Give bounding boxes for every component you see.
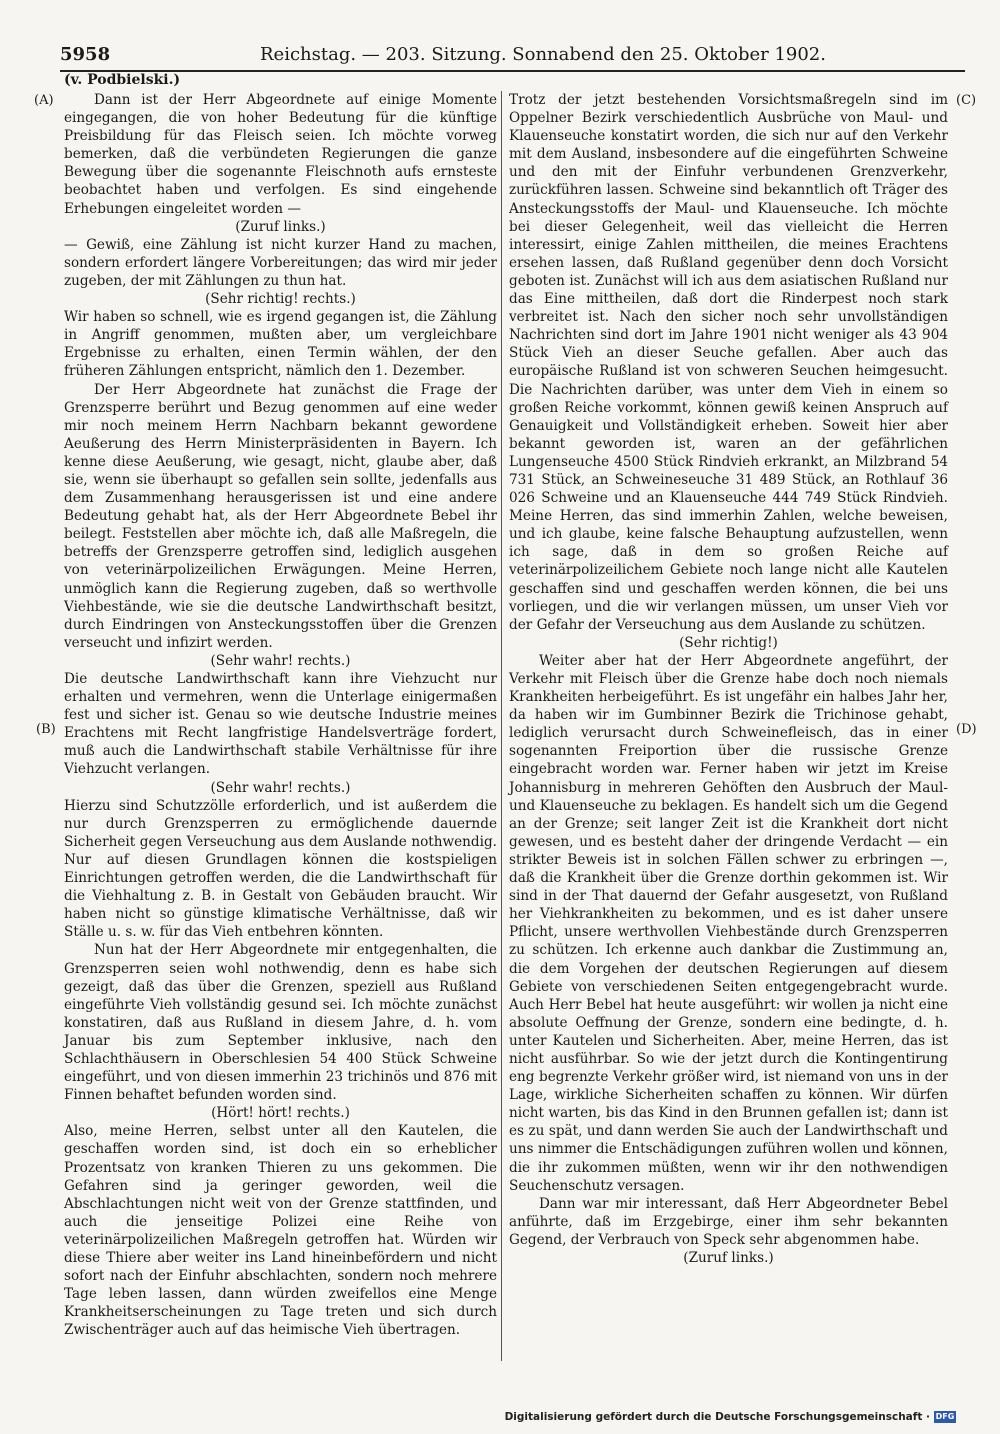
interjection: (Zuruf links.): [235, 218, 326, 235]
paragraph: Hierzu sind Schutzzölle erforderlich, und ist außerdem die nur durch Grenzsperren zu ermöglichende dauernde Sicherheit gegen Verseuchung aus dem Auslande nothwendig. Nur auf diesen Grundlagen können die kostspieligen Einrichtungen getroffen werden, die die Landwirthschaft für die Viehhaltung z. B. in Gestalt von Gebäuden braucht. Wir haben nicht so günstige klimatische Verhältnisse, daß wir Ställe u. s. w. für das Vieh entbehren könnten.: [64, 797, 497, 941]
interjection: (Hört! hört! rechts.): [211, 1105, 350, 1122]
column-divider: [501, 91, 502, 1361]
page-number: 5958: [60, 44, 111, 65]
page-header: [60, 40, 965, 72]
paragraph: Also, meine Herren, selbst unter all den Kautelen, die geschaffen worden sind, ist doch ein so erheblicher Prozentsatz von kranken Thieren zu uns gekommen. Die Gefahren sind ja geringer geworden, weil die Abschlachtungen nicht weit von der Grenze stattfinden, und auch die jenseitige Polizei eine Reihe von veterinärpolizeilichen Maßregeln getroffen hat. Würden wir diese Thiere aber weiter ins Land hineinbefördern und nicht sofort nach der Einfuhr abschlachten, sondern noch mehrere Tage leben lassen, dann würden zweifellos eine Menge Krankheitserscheinungen zu Tage treten und sich durch Zwischenträger auch auf das heimische Vieh übertragen.: [64, 1123, 497, 1339]
interjection: (Sehr richtig!): [679, 634, 778, 651]
dfg-logo: DFG: [935, 1412, 955, 1421]
margin-mark-a: (A): [34, 93, 54, 108]
paragraph: Die deutsche Landwirthschaft kann ihre Viehzucht nur erhalten und vermehren, wenn die Unterlage einigermaßen fest und sicher ist. Genau so wie deutsche Industrie meines Erachtens mit Recht langfristige Handelsverträge fordert, muß auch die Landwirthschaft stabile Verhältnisse für ihre Viehzucht verlangen.: [64, 671, 497, 778]
paragraph: Dann war mir interessant, daß Herr Abgeordneter Bebel anführte, daß im Erzgebirge, einer ihm sehr bekannten Gegend, der Verbrauch von Speck sehr abgenommen habe.: [509, 1195, 948, 1248]
footer-credit: [505, 1411, 956, 1423]
paragraph: Weiter aber hat der Herr Abgeordnete angeführt, der Verkehr mit Fleisch über die Grenze habe doch noch niemals Krankheiten herbeigeführt. Es ist ungefähr ein halbes Jahr her, da haben wir im Gumbinner Bezirk die Trichinose gehabt, lediglich verursacht durch Schweinefleisch, das in einer sogenannten Freiportion über die russische Grenze eingebracht worden war. Ferner haben wir jetzt im Kreise Johannisburg in mehreren Gehöften den Ausbruch der Maul- und Klauenseuche zu beklagen. Es handelt sich um die Gegend an der Grenze; seit langer Zeit ist die Krankheit dort nicht gewesen, und es besteht daher der dringende Verdacht — ein strikter Beweis ist in solchen Fällen schwer zu erbringen —, daß die Krankheit über die Grenze dorthin gekommen ist. Wir sind in der That dauernd der Gefahr ausgesetzt, von Rußland her Viehkrankheiten zu bekommen, und es ist daher unsere Pflicht, unsere werthvollen Viehbestände durch Grenzsperren zu schützen. Ich erkenne auch dankbar die Zustimmung an, die dem Vorgehen der deutschen Regierungen auf diesem Gebiete von verschiedenen Seiten entgegengebracht wurde. Auch Herr Bebel hat heute ausgeführt: wir wollen ja nicht eine absolute Oeffnung der Grenze, sondern eine bedingte, d. h. unter Kautelen und Sicherheiten. Aber, meine Herren, das ist nicht ausführbar. So wie der jetzt durch die Kontingentirung eng begrenzte Verkehr größer wird, ist niemand von uns in der Lage, wirkliche Sicherheiten schaffen zu können. Wir dürfen nicht warten, bis das Kind in den Brunnen gefallen ist; dann ist es zu spät, und dann werden Sie auch der Landwirthschaft und uns nimmer die Entschädigungen zuführen wollen und können, die ihr zukommen müßten, wenn wir ihr den nothwendigen Seuchenschutz versagen.: [509, 652, 948, 1194]
running-title: Reichstag. — 203. Sitzung. Sonnabend den 25. Oktober 1902.: [260, 44, 826, 65]
paragraph: Der Herr Abgeordnete hat zunächst die Frage der Grenzsperre berührt und Bezug genommen auf eine weder mir noch meinem Herrn Nachbarn bekannt gewordene Aeußerung des Herrn Ministerpräsidenten in Bayern. Ich kenne diese Aeußerung, wie gesagt, nicht, glaube aber, daß sie, wenn sie überhaupt so gefallen sein sollte, jedenfalls aus dem Zusammenhang herausgerissen ist und eine andere Bedeutung gehabt hat, als der Herr Abgeordnete Bebel ihr beilegt. Feststellen aber möchte ich, daß alle Maßregeln, die betreffs der Grenzsperre getroffen sind, lediglich ausgehen von veterinärpolizeilichen Erwägungen. Meine Herren, unmöglich kann die Regierung zugeben, daß so werthvolle Viehbestände, wie sie die deutsche Landwirthschaft besitzt, durch Eindringen von Ansteckungsstoffen über die Grenzen verseucht und infizirt werden.: [64, 381, 497, 651]
paragraph: — Gewiß, eine Zählung ist nicht kurzer Hand zu machen, sondern erfordert längere Vorbereitungen; das wird mir jeder zugeben, der mit Zählungen zu thun hat.: [64, 236, 497, 289]
interjection: (Sehr wahr! rechts.): [210, 652, 351, 669]
footer-credit-text: Digitalisierung gefördert durch die Deutsche Forschungsgemeinschaft ·: [504, 1411, 930, 1423]
paragraph: Trotz der jetzt bestehenden Vorsichtsmaßregeln sind im Oppelner Bezirk verschiedentlich Ausbrüche von Maul- und Klauenseuche konstatirt worden, die sich nur auf den Verkehr mit dem Ausland, insbesondere auf die eingeführten Schweine und den mit der Einfuhr verbundenen Grenzverkehr, zurückführen lassen. Schweine sind bekanntlich oft Träger des Ansteckungsstoffs der Maul- und Klauenseuche. Ich möchte bei dieser Gelegenheit, weil das vielleicht die Herren interessirt, einige Zahlen mittheilen, die meines Erachtens ersehen lassen, daß Rußland gegenüber denn doch Vorsicht geboten ist. Zunächst will ich aus dem asiatischen Rußland nur das Eine mittheilen, daß dort die Rinderpest noch stark verbreitet ist. Nach den sicher noch sehr unvollständigen Nachrichten sind dort im Jahre 1901 nicht weniger als 43 904 Stück Vieh an dieser Seuche gefallen. Aber auch das europäische Rußland ist von schweren Seuchen heimgesucht. Die Nachrichten darüber, was unter dem Vieh in einem so großen Reiche vorkommt, können gewiß keinen Anspruch auf Genauigkeit und Vollständigkeit erheben. Soweit hier aber bekannt geworden ist, waren an der gefährlichen Lungenseuche 4500 Stück Rindvieh erkrankt, an Milzbrand 54 731 Stück, an Schweineseuche 31 489 Stück, an Rothlauf 36 026 Schweine und an Klauenseuche 444 749 Stück Rindvieh. Meine Herren, das sind immerhin Zahlen, welche beweisen, und ich glaube, keine falsche Behauptung aufzustellen, wenn ich sage, daß in dem so großen Reiche auf veterinärpolizeilichem Gebiete noch lange nicht alle Kautelen geschaffen sind und geschaffen werden können, die bei uns vorliegen, und die wir verlangen müssen, um unser Vieh vor der Gefahr der Verseuchung aus dem Auslande zu schützen.: [509, 92, 948, 633]
paragraph: Wir haben so schnell, wie es irgend gegangen ist, die Zählung in Angriff genommen, mußten aber, um vergleichbare Ergebnisse zu erhalten, einen Termin wählen, der den früheren Zählungen entspricht, nämlich den 1. Dezember.: [64, 309, 497, 380]
left-column: [64, 91, 497, 1339]
paragraph: Dann ist der Herr Abgeordnete auf einige Momente eingegangen, die von hoher Bedeutung für die künftige Preisbildung für das Fleisch seien. Ich möchte vorweg bemerken, daß die verbündeten Regierungen die ganze Bewegung über die sogenannte Fleischnoth aufs ernsteste beobachtet haben und verfolgen. Es sind eingehende Erhebungen eingeleitet worden —: [64, 92, 497, 217]
interjection: (Zuruf links.): [683, 1250, 774, 1266]
paragraph: Nun hat der Herr Abgeordnete mir entgegenhalten, die Grenzsperren seien wohl nothwendig, denn es habe sich gezeigt, daß das über die Grenzen, speziell aus Rußland eingeführte Vieh vollständig gesund sei. Ich möchte zunächst konstatiren, daß aus Rußland in diesem Jahre, d. h. vom Januar bis zum September inklusive, nach den Schlachthäusern in Oberschlesien 54 400 Stück Schweine eingeführt, und von diesen immerhin 23 trichinös und 876 mit Finnen behaftet befunden worden sind.: [64, 942, 497, 1104]
right-column: [509, 91, 948, 1267]
margin-mark-d: (D): [956, 722, 977, 737]
speaker-name: (v. Podbielski.): [64, 72, 181, 88]
margin-mark-c: (C): [956, 93, 977, 108]
interjection: (Sehr richtig! rechts.): [205, 291, 356, 308]
interjection: (Sehr wahr! rechts.): [210, 779, 351, 796]
margin-mark-b: (B): [36, 722, 56, 737]
